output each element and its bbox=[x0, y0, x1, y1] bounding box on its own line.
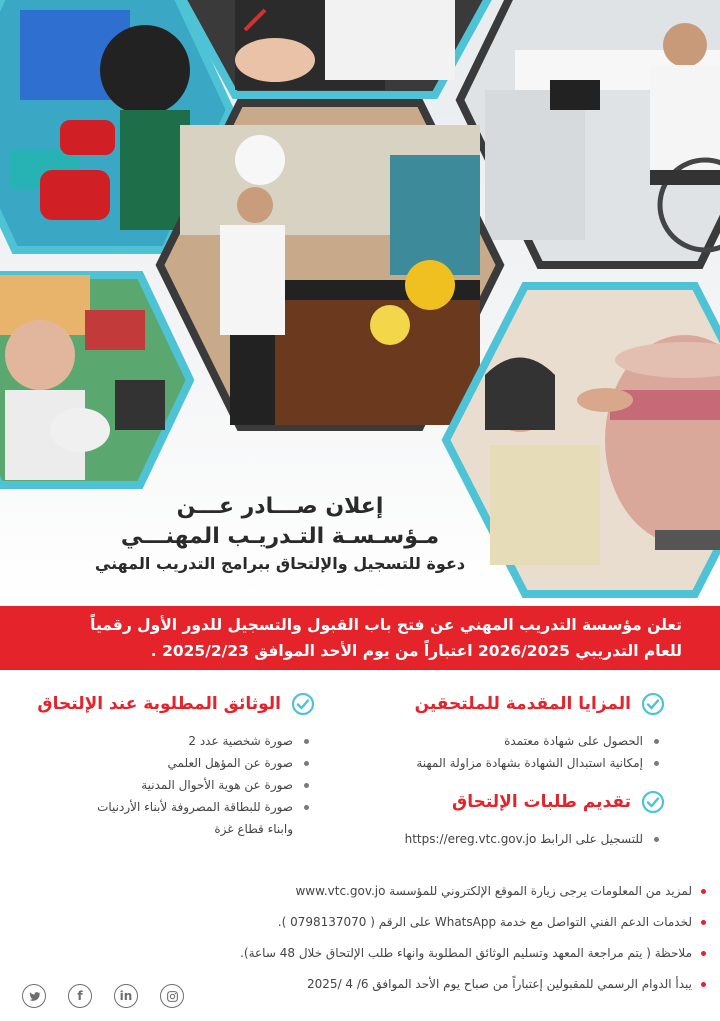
registration-link-item bbox=[345, 828, 643, 850]
documents-column bbox=[25, 692, 315, 840]
apply-list bbox=[345, 828, 665, 850]
electronics-photo bbox=[175, 0, 495, 100]
instagram-icon[interactable] bbox=[160, 984, 184, 1008]
list-item: صورة شخصية عدد 2 bbox=[25, 730, 293, 752]
note-item: ملاحظة ( يتم مراجعة المعهد وتسليم الوثائق المطلوبة وانهاء طلب الإلتحاق خلال 48 ساعة). bbox=[96, 938, 706, 969]
benefits-column bbox=[345, 692, 665, 850]
banner-line-2: للعام التدريبي 2026/2025 اعتباراً من يوم الأحد الموافق 2025/2/23 . bbox=[150, 642, 682, 660]
announcement-title bbox=[70, 492, 490, 576]
title-line-1: إعلان صـــادر عـــن bbox=[176, 494, 384, 519]
registration-link-prefix: للتسجيل على الرابط bbox=[540, 832, 643, 846]
registration-banner bbox=[0, 606, 720, 670]
check-circle-icon bbox=[641, 692, 665, 716]
social-links bbox=[22, 984, 184, 1008]
note-item: لخدمات الدعم الفني التواصل مع خدمة WhatsApp على الرقم ( 0798137070 ). bbox=[96, 907, 706, 938]
apply-heading bbox=[345, 790, 665, 814]
note-item: لمزيد من المعلومات يرجى زيارة الموقع الإلكتروني للمؤسسة www.vtc.gov.jo bbox=[96, 876, 706, 907]
facebook-icon[interactable]: f bbox=[68, 984, 92, 1008]
benefits-title: المزايا المقدمة للملتحقين bbox=[414, 694, 631, 714]
title-line-2: مـؤسـسـة التـدريـب المهنـــي bbox=[120, 524, 440, 549]
list-item: وابناء قطاع غزة bbox=[214, 822, 293, 836]
list-item: صورة عن هوية الأحوال المدنية bbox=[25, 774, 293, 796]
twitter-icon[interactable] bbox=[22, 984, 46, 1008]
notes-list bbox=[96, 876, 706, 1000]
documents-list bbox=[25, 730, 315, 840]
benefits-list bbox=[345, 730, 665, 774]
check-circle-icon bbox=[641, 790, 665, 814]
note-item: يبدأ الدوام الرسمي للمقبولين إعتباراً من صباح يوم الأحد الموافق 6/ 4 /2025 bbox=[96, 969, 706, 1000]
apply-title: تقديم طلبات الإلتحاق bbox=[452, 792, 631, 812]
list-item: الحصول على شهادة معتمدة bbox=[345, 730, 643, 752]
documents-heading bbox=[25, 692, 315, 716]
check-circle-icon bbox=[291, 692, 315, 716]
circuit-photo bbox=[0, 270, 195, 490]
list-item: صورة للبطاقة المصروفة لأبناء الأردنيات bbox=[25, 796, 293, 818]
banner-line-1: تعلن مؤسسة التدريب المهني عن فتح باب القبول والتسجيل للدور الأول رقمياً bbox=[90, 616, 682, 634]
title-line-3: دعوة للتسجيل والإلتحاق ببرامج التدريب المهني bbox=[94, 554, 466, 573]
list-item: صورة عن المؤهل العلمي bbox=[25, 752, 293, 774]
benefits-heading bbox=[345, 692, 665, 716]
documents-title: الوثائق المطلوبة عند الإلتحاق bbox=[37, 694, 281, 714]
registration-link[interactable]: https://ereg.vtc.gov.jo bbox=[404, 832, 537, 846]
linkedin-icon[interactable]: in bbox=[114, 984, 138, 1008]
list-item: إمكانية استبدال الشهادة بشهادة مزاولة المهنة bbox=[345, 752, 643, 774]
